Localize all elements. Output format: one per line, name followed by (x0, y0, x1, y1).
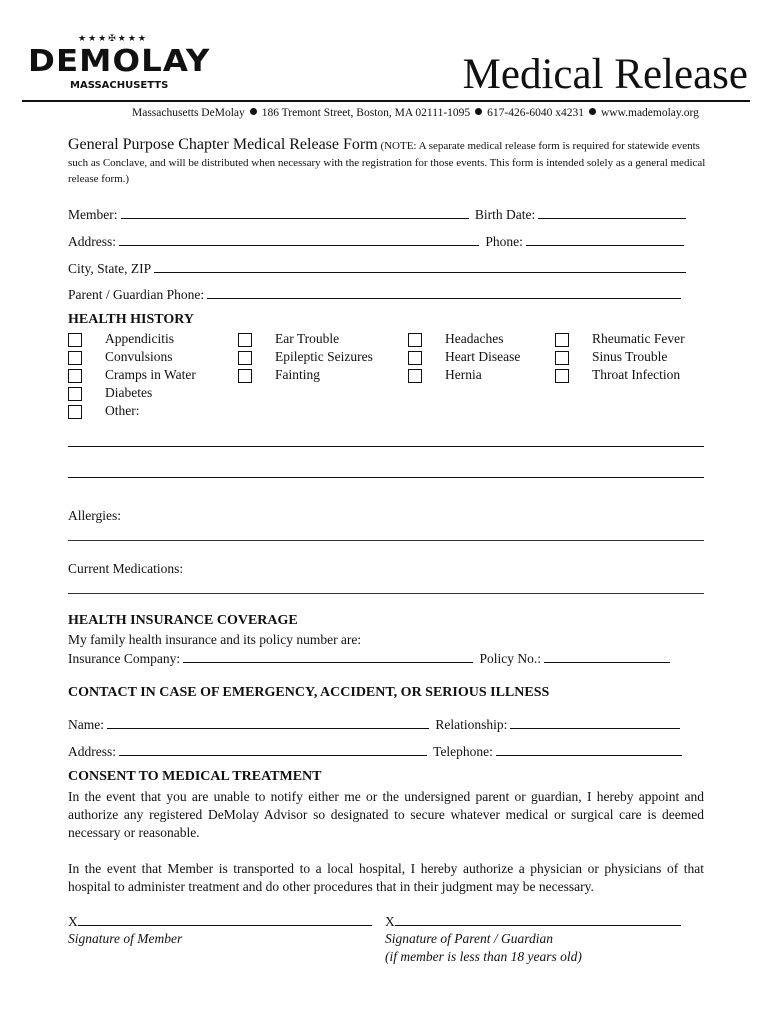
checkbox-label: Other: (105, 403, 140, 418)
parent-phone-field[interactable] (207, 286, 681, 299)
health-history-heading: HEALTH HISTORY (68, 312, 194, 327)
member-signature-line[interactable] (68, 913, 375, 930)
bullet-icon (589, 108, 596, 115)
parent-signature-line[interactable] (385, 913, 684, 930)
document-title: Medical Release (462, 51, 748, 98)
parent-phone-label: Parent / Guardian Phone: (68, 287, 205, 302)
org-name: Massachusetts DeMolay (132, 107, 245, 119)
medications-label: Current Medications: (68, 561, 184, 576)
address-label: Address: (68, 234, 116, 249)
emergency-name-field[interactable] (107, 716, 429, 729)
bullet-icon (475, 108, 482, 115)
checkbox-label: Cramps in Water (105, 367, 196, 382)
city-label: City, State, ZIP (68, 261, 152, 276)
checkbox-label: Epileptic Seizures (275, 349, 373, 364)
insurance-row (68, 650, 673, 667)
logo-subtitle: MASSACHUSETTS (70, 80, 169, 91)
header-rule (22, 100, 750, 102)
medications-field[interactable] (68, 593, 704, 594)
checkbox-label: Convulsions (105, 349, 173, 364)
allergies-label: Allergies: (68, 508, 121, 523)
parent-signature-field[interactable] (395, 913, 681, 926)
checkbox[interactable] (68, 351, 82, 365)
logo-wordmark: DEMOLAY (28, 44, 211, 79)
checkbox-label: Ear Trouble (275, 331, 340, 346)
phone-label: Phone: (485, 234, 523, 249)
form-note: (NOTE: A separate medical release form is required for statewide events such as Conclave, and will be distributed when necessary with the registration for those events. This form is intended solely as a general medical release form.) (68, 140, 706, 185)
policy-label: Policy No.: (479, 651, 541, 666)
checkbox[interactable] (238, 351, 252, 365)
phone-field[interactable] (526, 233, 684, 246)
form-heading: General Purpose Chapter Medical Release Form (68, 136, 378, 153)
emergency-address-field[interactable] (119, 743, 427, 756)
parent-signature-caption: Signature of Parent / Guardian (385, 931, 553, 946)
emergency-heading: CONTACT IN CASE OF EMERGENCY, ACCIDENT, OR SERIOUS ILLNESS (68, 685, 550, 700)
demolay-logo (28, 34, 211, 94)
checkbox[interactable] (555, 333, 569, 347)
insurance-company-field[interactable] (183, 650, 473, 663)
parent-phone-row (68, 286, 684, 303)
purpose-statement (68, 137, 708, 188)
policy-field[interactable] (544, 650, 670, 663)
allergies-field[interactable] (68, 540, 704, 541)
address-row (68, 233, 687, 250)
parent-signature-note: (if member is less than 18 years old) (385, 949, 582, 964)
checkbox[interactable] (238, 369, 252, 383)
insurance-intro: My family health insurance and its policy number are: (68, 632, 362, 647)
checkbox-label: Throat Infection (592, 367, 681, 382)
street-address: 186 Tremont Street, Boston, MA 02111-1095 (261, 107, 471, 119)
birth-date-label: Birth Date: (474, 207, 536, 222)
consent-heading: CONSENT TO MEDICAL TREATMENT (68, 769, 322, 784)
checkbox[interactable] (68, 405, 82, 419)
checkbox[interactable] (68, 387, 82, 401)
checkbox[interactable] (555, 369, 569, 383)
telephone-field[interactable] (496, 743, 682, 756)
checkbox-label: Headaches (445, 331, 504, 346)
member-field[interactable] (121, 206, 469, 219)
insurance-heading: HEALTH INSURANCE COVERAGE (68, 613, 298, 628)
consent-paragraph-2: In the event that Member is transported to a local hospital, I hereby authorize a physician or physicians of that hospital to administer treatment and do other procedures that in their judgment may be necessary. (68, 861, 704, 894)
emergency-address-label: Address: (68, 744, 116, 759)
birth-date-field[interactable] (538, 206, 686, 219)
checkbox-label: Fainting (275, 367, 321, 382)
consent-paragraph-1: In the event that you are unable to notify either me or the undersigned parent or guardian, I hereby appoint and authorize any registered DeMolay Advisor so designated to secure whatever medical or surgical care is deemed necessary or reasonable. (68, 789, 704, 840)
member-row (68, 206, 689, 223)
address-field[interactable] (119, 233, 479, 246)
other-line-2[interactable] (68, 477, 704, 478)
city-row (68, 260, 689, 277)
checkbox[interactable] (408, 333, 422, 347)
member-label: Member: (68, 207, 118, 222)
checkbox-label: Hernia (445, 367, 482, 382)
checkbox[interactable] (238, 333, 252, 347)
org-website[interactable]: www.mademolay.org (600, 107, 699, 119)
checkbox[interactable] (68, 369, 82, 383)
emergency-address-row (68, 743, 685, 760)
signature-x: X (68, 914, 78, 929)
relationship-field[interactable] (510, 716, 680, 729)
checkbox-label: Diabetes (105, 385, 153, 400)
checkbox-label: Heart Disease (445, 349, 521, 364)
city-field[interactable] (154, 260, 686, 273)
telephone-label: Telephone: (433, 744, 493, 759)
bullet-icon (250, 108, 257, 115)
emergency-name-label: Name: (68, 717, 104, 732)
address-line (132, 107, 699, 119)
emergency-name-row (68, 716, 683, 733)
insurance-company-label: Insurance Company: (68, 651, 181, 666)
checkbox[interactable] (408, 369, 422, 383)
org-phone: 617-426-6040 x4231 (487, 107, 584, 119)
checkbox-label: Sinus Trouble (592, 349, 668, 364)
other-line-1[interactable] (68, 446, 704, 447)
checkbox[interactable] (68, 333, 82, 347)
signature-x: X (385, 914, 395, 929)
relationship-label: Relationship: (435, 717, 508, 732)
logo-stars: ★★★✠★★★ (78, 34, 148, 44)
member-signature-caption: Signature of Member (68, 931, 183, 946)
member-signature-field[interactable] (78, 913, 372, 926)
checkbox-label: Appendicitis (105, 331, 174, 346)
checkbox-label: Rheumatic Fever (592, 331, 685, 346)
checkbox[interactable] (408, 351, 422, 365)
checkbox[interactable] (555, 351, 569, 365)
